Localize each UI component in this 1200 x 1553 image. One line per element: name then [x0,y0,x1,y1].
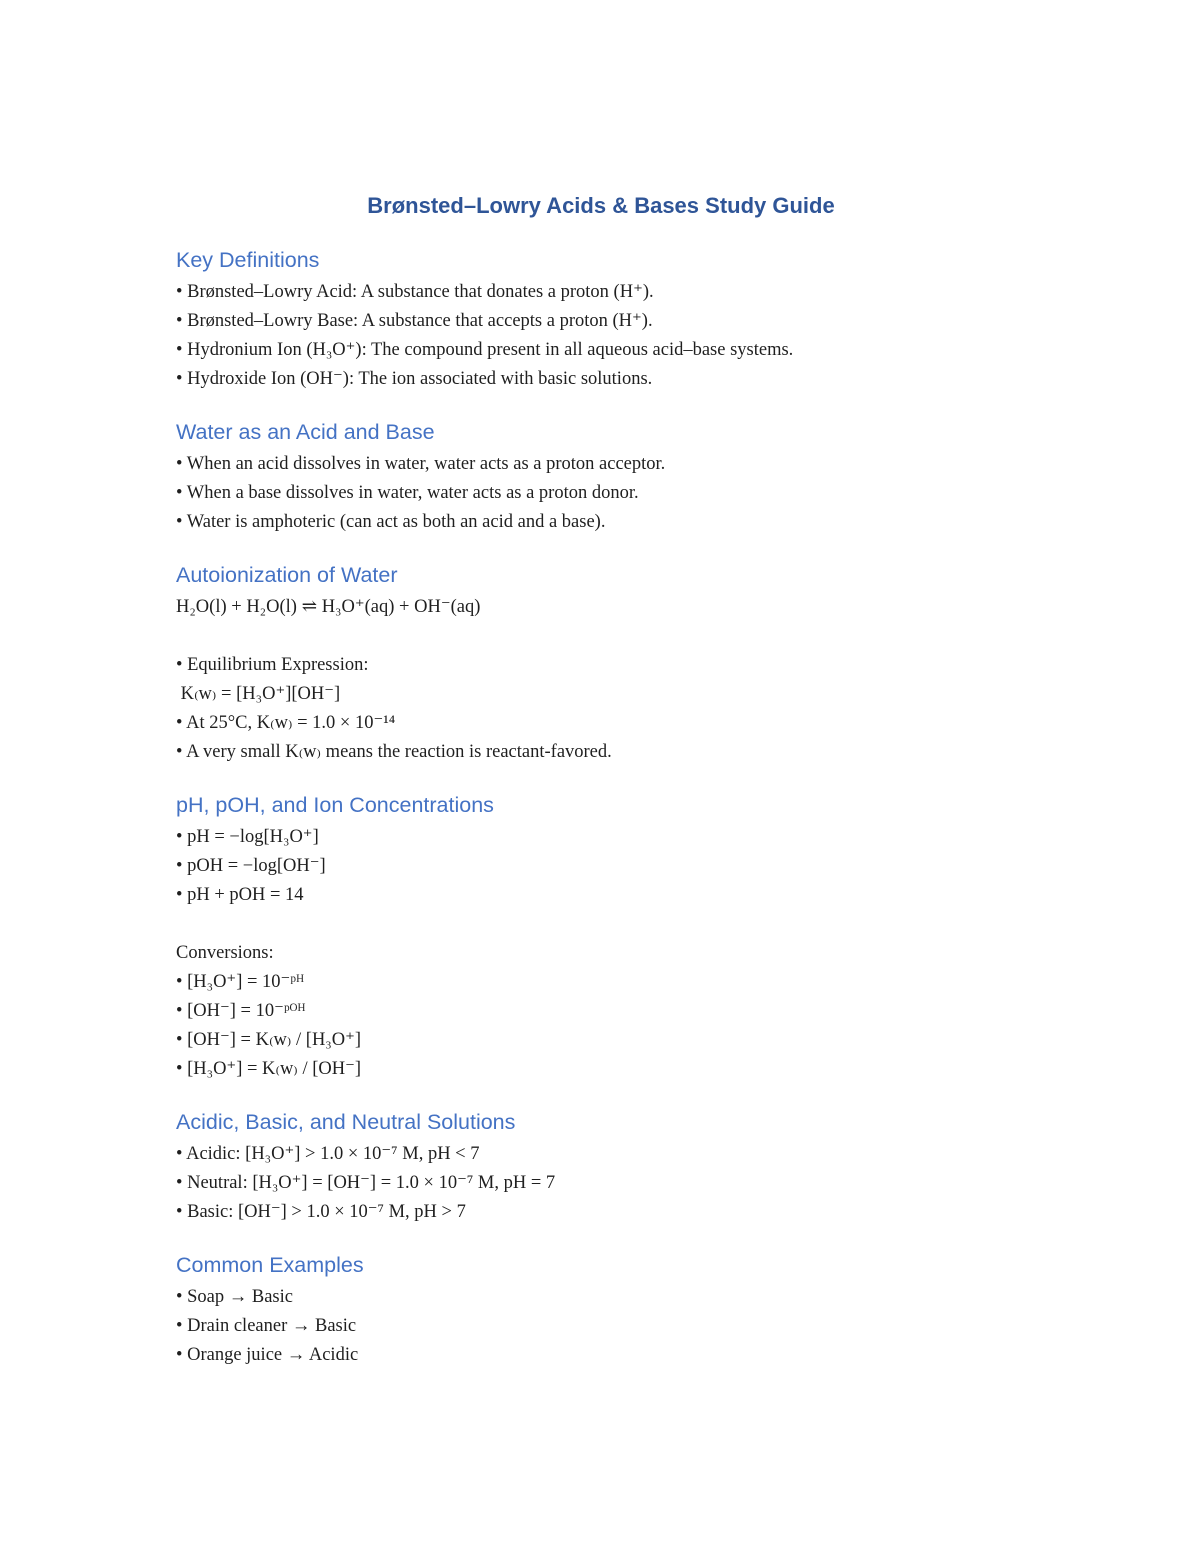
list-item: • Brønsted–Lowry Base: A substance that accepts a proton (H⁺). [176,311,653,331]
list-item: • Water is amphoteric (can act as both an acid and a base). [176,512,606,532]
list-item: • At 25°C, K₍w₎ = 1.0 × 10⁻¹⁴ [176,713,396,733]
section-heading-water-acid-base: Water as an Acid and Base [176,420,435,444]
list-item: • [H₃O⁺] = K₍w₎ / [OH⁻] [176,1059,362,1079]
list-item: • pH + pOH = 14 [176,885,304,905]
document-page [176,186,1026,1370]
section-heading-common-examples: Common Examples [176,1253,364,1277]
list-item: • Acidic: [H₃O⁺] > 1.0 × 10⁻⁷ M, pH < 7 [176,1144,480,1164]
list-item: • When an acid dissolves in water, water acts as a proton acceptor. [176,454,666,474]
section-heading-solutions: Acidic, Basic, and Neutral Solutions [176,1110,516,1134]
list-item: • [OH⁻] = K₍w₎ / [H₃O⁺] [176,1030,362,1050]
list-item: • Soap → Basic [176,1287,293,1307]
list-item: • Brønsted–Lowry Acid: A substance that donates a proton (H⁺). [176,282,654,302]
section-heading-autoionization: Autoionization of Water [176,563,398,587]
list-item: • Basic: [OH⁻] > 1.0 × 10⁻⁷ M, pH > 7 [176,1202,466,1222]
list-item: • Drain cleaner → Basic [176,1316,357,1336]
list-item: • Hydroxide Ion (OH⁻): The ion associated with basic solutions. [176,369,653,389]
list-item: • Hydronium Ion (H₃O⁺): The compound present in all aqueous acid–base systems. [176,340,794,360]
list-item: • A very small K₍w₎ means the reaction is reactant-favored. [176,742,612,762]
autoionization-equation: H₂O(l) + H₂O(l) ⇌ H₃O⁺(aq) + OH⁻(aq) [176,597,481,617]
list-item: • Neutral: [H₃O⁺] = [OH⁻] = 1.0 × 10⁻⁷ M, pH = 7 [176,1173,556,1193]
list-item: • When a base dissolves in water, water acts as a proton donor. [176,483,639,503]
conversions-label: Conversions: [176,943,274,963]
list-item: • [OH⁻] = 10⁻ᵖᴼᴴ [176,1001,306,1021]
section-heading-ph-poh: pH, pOH, and Ion Concentrations [176,793,494,817]
list-item: • Equilibrium Expression: [176,655,369,675]
list-item: • [H₃O⁺] = 10⁻ᵖᴴ [176,972,305,992]
list-item: K₍w₎ = [H₃O⁺][OH⁻] [176,684,341,704]
page-title: Brønsted–Lowry Acids & Bases Study Guide [367,193,835,218]
list-item: • pH = −log[H₃O⁺] [176,827,319,847]
list-item: • Orange juice → Acidic [176,1345,359,1365]
section-heading-key-definitions: Key Definitions [176,248,320,272]
list-item: • pOH = −log[OH⁻] [176,856,326,876]
